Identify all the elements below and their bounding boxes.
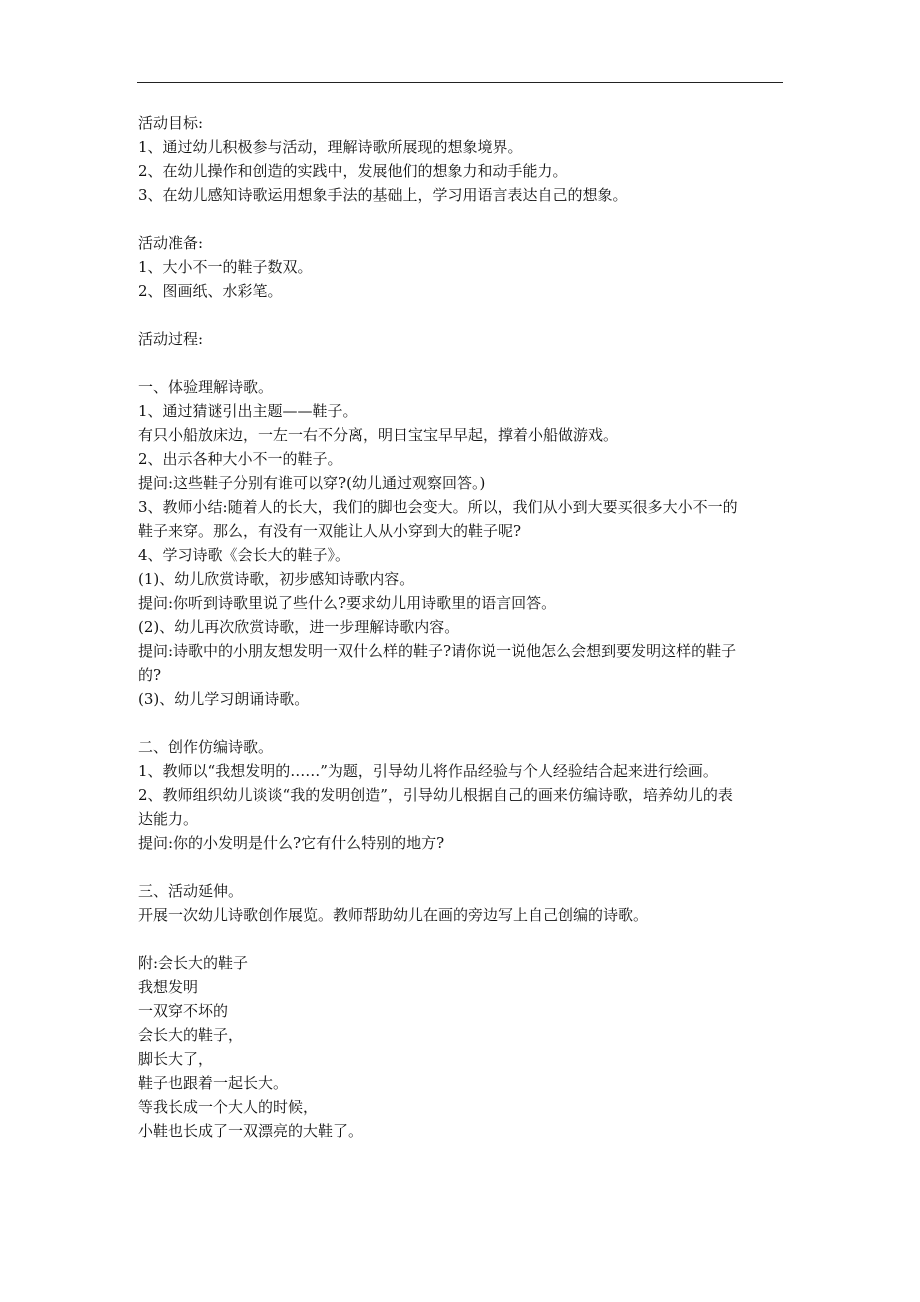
prep-item: 1、大小不一的鞋子数双。	[138, 258, 313, 276]
part2-line: 1、教师以“我想发明的……”为题，引导幼儿将作品经验与个人经验结合起来进行绘画。	[138, 762, 718, 780]
poem-line: 我想发明	[138, 978, 199, 996]
spacer	[138, 303, 788, 327]
poem-line: 一双穿不坏的	[138, 1002, 229, 1020]
goal-item: 2、在幼儿操作和创造的实践中，发展他们的想象力和动手能力。	[138, 162, 568, 180]
poem-line: 等我长成一个大人的时候，	[138, 1098, 319, 1116]
part2-line: 提问:你的小发明是什么?它有什么特别的地方?	[138, 834, 445, 852]
spacer	[138, 351, 788, 375]
part1-line: 提问:这些鞋子分别有谁可以穿?(幼儿通过观察回答。)	[138, 474, 486, 492]
part1-line: 2、出示各种大小不一的鞋子。	[138, 450, 343, 468]
prep-item: 2、图画纸、水彩笔。	[138, 282, 283, 300]
part2-line: 达能力。	[138, 810, 199, 828]
part1-line: (2)、幼儿再次欣赏诗歌，进一步理解诗歌内容。	[138, 618, 460, 636]
spacer	[138, 207, 788, 231]
part3-heading: 三、活动延伸。	[138, 882, 244, 900]
part1-line: 鞋子来穿。那么，有没有一双能让人从小穿到大的鞋子呢?	[138, 522, 522, 540]
process-heading: 活动过程:	[138, 330, 204, 348]
spacer	[138, 855, 788, 879]
header-rule	[137, 82, 783, 83]
part1-line: 提问:你听到诗歌里说了些什么?要求幼儿用诗歌里的语言回答。	[138, 594, 557, 612]
goal-item: 3、在幼儿感知诗歌运用想象手法的基础上，学习用语言表达自己的想象。	[138, 186, 628, 204]
part1-line: 有只小船放床边，一左一右不分离，明日宝宝早早起，撑着小船做游戏。	[138, 426, 619, 444]
part1-line: 3、教师小结:随着人的长大，我们的脚也会变大。所以，我们从小到大要买很多大小不一的	[138, 498, 738, 516]
part1-line: 的?	[138, 666, 162, 684]
part1-line: (1)、幼儿欣赏诗歌，初步感知诗歌内容。	[138, 570, 415, 588]
part1-line: (3)、幼儿学习朗诵诗歌。	[138, 690, 310, 708]
appendix-heading: 附:会长大的鞋子	[138, 954, 249, 972]
prep-heading: 活动准备:	[138, 234, 204, 252]
poem-line: 小鞋也长成了一双漂亮的大鞋了。	[138, 1122, 364, 1140]
part1-line: 1、通过猜谜引出主题——鞋子。	[138, 402, 358, 420]
spacer	[138, 927, 788, 951]
part2-line: 2、教师组织幼儿谈谈“我的发明创造”，引导幼儿根据自己的画来仿编诗歌，培养幼儿的表	[138, 786, 733, 804]
goals-heading: 活动目标:	[138, 114, 204, 132]
part3-line: 开展一次幼儿诗歌创作展览。教师帮助幼儿在画的旁边写上自己创编的诗歌。	[138, 906, 649, 924]
part1-line: 4、学习诗歌《会长大的鞋子》。	[138, 546, 351, 564]
poem-line: 会长大的鞋子，	[138, 1026, 244, 1044]
poem-line: 脚长大了，	[138, 1050, 214, 1068]
poem-line: 鞋子也跟着一起长大。	[138, 1074, 289, 1092]
goal-item: 1、通过幼儿积极参与活动，理解诗歌所展现的想象境界。	[138, 138, 523, 156]
part1-line: 提问:诗歌中的小朋友想发明一双什么样的鞋子?请你说一说他怎么会想到要发明这样的鞋子	[138, 642, 737, 660]
document-body	[138, 111, 788, 1143]
part2-heading: 二、创作仿编诗歌。	[138, 738, 274, 756]
part1-heading: 一、体验理解诗歌。	[138, 378, 274, 396]
spacer	[138, 711, 788, 735]
